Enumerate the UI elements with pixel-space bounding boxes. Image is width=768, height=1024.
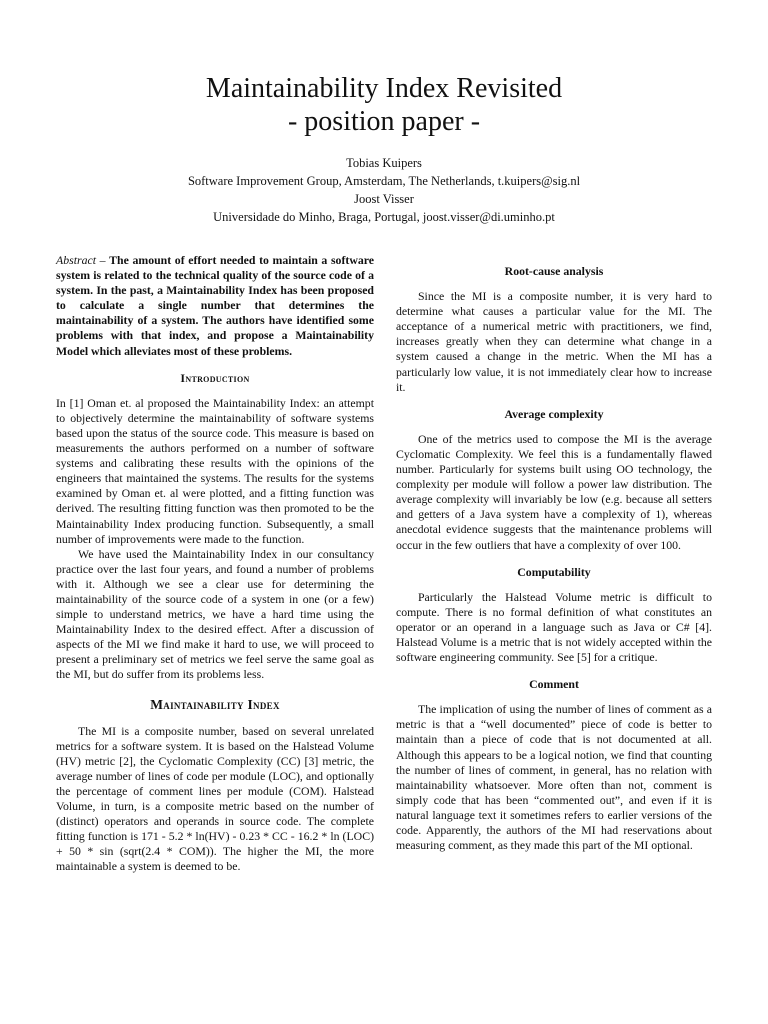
paper-title bbox=[0, 72, 768, 138]
maintainability-index-paragraph: The MI is a composite number, based on several unrelated metrics for a software system. It is based on the Halstead Volume (HV) metric [2], the Cyclomatic Complexity (CC) [3] metric, the average number of lines of code per module (LOC), and optionally the percentage of comment lines per module (COM). Halstead Volume, in turn, is a composite metric based on the number of (distinct) operators and operands in source code. The complete fitting function is 171 - 5.2 * ln(HV) - 0.23 * CC - 16.2 * ln (LOC) + 50 * sin (sqrt(2.4 * COM)). The higher the MI, the more maintainable a system is deemed to be. bbox=[56, 723, 374, 874]
right-column bbox=[396, 264, 712, 853]
average-complexity-heading: Average complexity bbox=[504, 406, 604, 421]
introduction-heading: Introduction bbox=[180, 370, 250, 385]
average-complexity-paragraph: One of the metrics used to compose the MI is the average Cyclomatic Complexity. We feel this is a fundamentally flawed number. Particularly for systems built using OO technology, the complexity per module will follow a power law distribution. The average complexity will invariably be low (e.g. because all setters and getters of a Java system have a complexity of 1), whereas anecdotal evidence suggests that the maintenance problems will occur in the few outliers that have a complexity of over 100. bbox=[396, 431, 712, 552]
section-spacer bbox=[396, 395, 712, 407]
author-affiliation-2: Universidade do Minho, Braga, Portugal, joost.visser@di.uminho.pt bbox=[213, 210, 555, 224]
comment-heading: Comment bbox=[529, 677, 579, 692]
introduction-paragraph-2: We have used the Maintainability Index in our consultancy practice over the last four years, and found a number of problems with it. Although we see a clear use for determining the maintainability of the source code of a system in one (or a few) simple to understand metrics, we have a hard time using the Maintainability Index to the desired effect. After a discussion of aspects of the MI we find make it hard to use, we will proceed to present a preliminary set of metrics we feel serve the same goal as the MI, but do suffer from its problems less. bbox=[56, 546, 374, 682]
author-name-1: Tobias Kuipers bbox=[346, 156, 422, 170]
author-affiliation-1: Software Improvement Group, Amsterdam, The Netherlands, t.kuipers@sig.nl bbox=[187, 174, 581, 188]
comment-paragraph: The implication of using the number of lines of comment as a metric is that a “well documented” piece of code is better to maintain than a piece of code that is not documented at all. Although this appears to be a logical notion, we find that counting the number of lines of comment, in general, has no relation with maintainability whatsoever. More often than not, comment is simply code that has been “commented out”, and even if it is natural language text it sometimes refers to earlier versions of the code. Apparently, the authors of the MI had reservations about measuring comment, as they made this part of the MI optional. bbox=[396, 702, 712, 853]
title-line-1: Maintainability Index Revisited bbox=[205, 73, 563, 104]
left-column bbox=[56, 253, 374, 875]
section-spacer bbox=[396, 553, 712, 565]
root-cause-paragraph: Since the MI is a composite number, it is very hard to determine what causes a particular value for the MI. The acceptance of a numerical metric with practitioners, we find, increases greatly when they can determine what change in a system caused a change in the metric. When the MI has a particularly low value, it is not immediately clear how to increase it. bbox=[396, 289, 712, 394]
author-name-2: Joost Visser bbox=[354, 192, 414, 206]
introduction-paragraph-1: In [1] Oman et. al proposed the Maintainability Index: an attempt to objectively determine the maintainability of software systems based upon the status of the source code. This measure is based on measurements the authors performed on a number of software systems and calibrating these results with the opinions of the engineers that maintained the systems. The results for the systems examined by Oman et. al were plotted, and a fitting function was derived. The resulting fitting function was then promoted to be the Maintainability Index producing function. Subsequently, a small number of improvements were made to the function. bbox=[56, 395, 374, 546]
section-spacer bbox=[396, 665, 712, 677]
abstract-label: Abstract bbox=[56, 253, 96, 267]
abstract bbox=[56, 253, 374, 359]
author-block bbox=[0, 154, 768, 226]
computability-paragraph: Particularly the Halstead Volume metric is difficult to compute. There is no formal definition of what constitutes an operator or an operand in a language such as Java or C# [4]. Halstead Volume is a metric that is not widely accepted within the software engineering community. See [5] for a critique. bbox=[396, 589, 712, 665]
computability-heading: Computability bbox=[517, 564, 591, 579]
abstract-dash: – bbox=[95, 253, 110, 267]
title-line-2: - position paper - bbox=[287, 106, 481, 137]
abstract-text: The amount of effort needed to maintain a software system is related to the technical quality of the source code of a system. In the past, a Maintainability Index has been proposed to calculate a single number that determines the maintainability of a system. The authors have identified some problems with that index, and propose a Maintainability Model which alleviates most of these problems. bbox=[56, 253, 374, 358]
root-cause-heading: Root-cause analysis bbox=[504, 264, 604, 278]
maintainability-index-heading: Maintainability Index bbox=[150, 696, 280, 712]
